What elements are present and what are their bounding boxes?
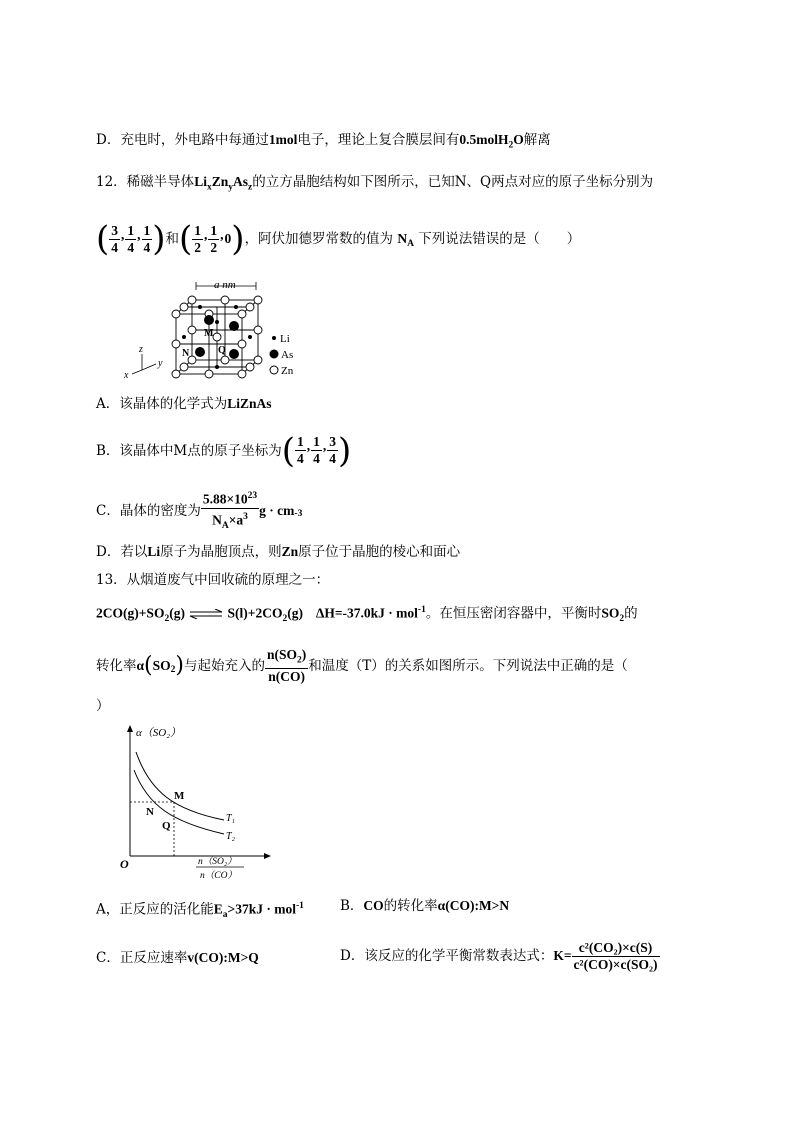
svg-text:α（SO₂）: α（SO₂）: [136, 727, 182, 739]
ratio-fraction: $\frac{n(SO_2)}{n(CO)}$: [267, 646, 307, 685]
axes-icon: [132, 354, 156, 374]
svg-text:Q: Q: [218, 345, 226, 356]
q13-equation-line: $2CO(g)+SO_2(g)$ $S(l)+2CO_2(g)$ ΔH=-37.0kJ · mol$^{-1}$。在恒压密闭容器中，平衡时$SO_2$的: [96, 605, 638, 625]
q13-option-a: A，正反应的活化能$E_a>37kJ \cdot mol^{-1}$: [96, 901, 304, 921]
q12-option-b: B．该晶体中M点的原子坐标为 ( $\frac{1}{4}$ , $\frac{1}{4}$ , $\frac{3}{4}$ ): [96, 426, 351, 475]
q13-option-c: C．正反应速率v(CO):M>Q: [96, 950, 259, 966]
svg-text:T₁: T₁: [226, 813, 236, 824]
coordinate-m: ( $\frac{1}{4}$ , $\frac{1}{4}$ , $\frac{3}{4}$ ): [281, 430, 352, 471]
q12-option-a: A．该晶体的化学式为LiZnAs: [96, 396, 272, 412]
q13-option-d: D．该反应的化学平衡常数表达式： K= $\frac{\text{c²(CO₂)×c(S)}}{\text{c²(CO)×c(SO₂)}}$: [340, 939, 658, 972]
q12-option-c: C．晶体的密度为 $\frac{5.88\times 10^{23}}{N_A\times a^3}$ g · cm $_{-3}$: [96, 488, 302, 534]
q13-stem-line3: ）: [96, 698, 110, 714]
q12-stem-line1: 12．稀磁半导体$Li_xZn_yAs_z$的立方晶胞结构如下图所示，已知N、Q两点对应的原子坐标分别为: [96, 174, 654, 193]
crystal-cell-figure: [96, 274, 306, 384]
conversion-graph: [114, 722, 274, 890]
svg-text:x: x: [124, 370, 129, 381]
svg-text:n（CO）: n（CO）: [200, 871, 237, 881]
svg-text:n（SO₂）: n（SO₂）: [198, 857, 237, 867]
equilibrium-constant-fraction: $\frac{\text{c²(CO₂)×c(S)}}{\text{c²(CO)×c(SO₂)}}$: [573, 939, 658, 972]
svg-text:Q: Q: [162, 820, 171, 832]
svg-text:z: z: [139, 344, 143, 355]
density-fraction: $\frac{5.88\times 10^{23}}{N_A\times a^3}$: [201, 488, 259, 534]
q13-option-b: B．CO的转化率α(CO):M>N: [340, 898, 510, 914]
svg-text:N: N: [182, 348, 190, 359]
dim-label: a nm: [214, 279, 236, 291]
prev-option-d: D．充电时，外电路中每通过1mol电子，理论上复合膜层间有0.5molH$_2$O解离: [96, 132, 551, 151]
svg-text:N: N: [146, 806, 154, 818]
q13-stem-line2: 转化率 α ( SO $_2$ ) 与起始充入的 $\frac{n(SO_2)}{n(CO)}$ 和温度（T）的关系如图所示。下列说法中正确的是（: [96, 646, 628, 685]
svg-text:T₂: T₂: [226, 831, 236, 842]
svg-text:M: M: [204, 328, 214, 339]
q12-option-d: D．若以Li原子为晶胞顶点，则Zn原子位于晶胞的棱心和面心: [96, 544, 461, 560]
svg-text:M: M: [174, 790, 185, 802]
q12-stem-line2: ( $\frac{3}{4}$ , $\frac{1}{4}$ , $\frac{1}{4}$ ) 和 ( $\frac{1}{2}$ , $\frac{1}{2}$ , 0 ) ，阿伏加德罗常数的值为 N $_A$ 下列说法错误的是（ ）: [96, 214, 580, 264]
coordinate-n: ( $\frac{3}{4}$ , $\frac{1}{4}$ , $\frac{1}{4}$ ): [96, 219, 166, 259]
svg-text:Li: Li: [280, 333, 290, 345]
svg-text:Zn: Zn: [281, 365, 294, 377]
svg-text:As: As: [281, 349, 294, 361]
svg-text:O: O: [120, 857, 129, 871]
coordinate-q: ( $\frac{1}{2}$ , $\frac{1}{2}$ , 0 ): [179, 219, 245, 259]
equilibrium-arrow-icon: [189, 609, 223, 619]
q13-stem-line1: 13．从烟道废气中回收硫的原理之一：: [96, 572, 330, 588]
svg-text:y: y: [158, 358, 163, 369]
